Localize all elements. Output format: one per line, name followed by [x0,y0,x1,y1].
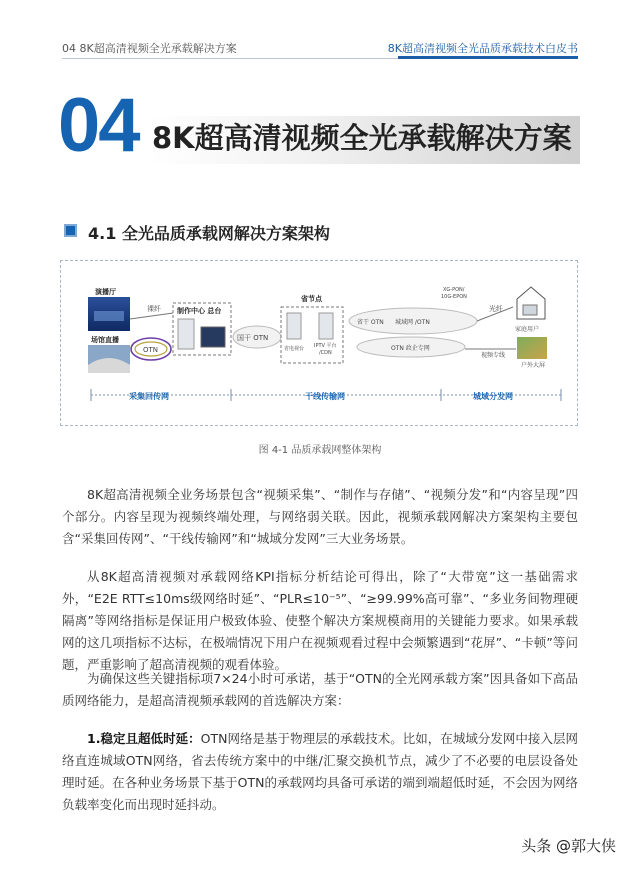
fiber-label: 光纤 [489,305,503,313]
segment-trunk-label: 干线传输网 [305,392,345,401]
section-title: 4.1 全光品质承载网解决方案架构 [88,224,330,243]
architecture-diagram [61,261,577,425]
segment-capture-label: 采集回传网 [129,392,169,401]
running-header-right: 8K超高清视频全光品质承载技术白皮书 [387,42,578,55]
iptv-label: IPTV 平台 [314,343,337,349]
paragraph-1: 8K超高清视频全业务场景包含“视频采集”、“制作与存储”、“视频分发”和“内容呈现”四个部分。内容呈现为视频终端处理，与网络弱关联。因此，视频承载网解决方案架构主要包含“采集回传网”、“干线传输网”和“城域分发网”三大业务场景。 [62,487,578,546]
province-station-label: 省电视台 [284,346,305,352]
bare-fiber-link [130,313,173,319]
pon-label-1: XG-PON/ [443,287,465,293]
running-header-left: 04 8K超高清视频全光承载解决方案 [62,42,237,55]
province-otn-label: 省干 OTN [357,319,384,326]
video-line-label: 视频专线 [481,352,506,359]
watermark: 头条 @郭大侠 [521,837,616,855]
metro-label: 城域网 /OTN [395,319,430,326]
province-node-label: 省节点 [301,295,322,303]
segment-metro-label: 城域分发网 [473,392,513,401]
point1-lead: 1.稳定且超低时延： [87,731,201,746]
outdoor-screen-image [517,337,547,359]
national-otn-label: 国干 OTN [237,334,269,342]
paragraph-3: 为确保这些关键指标项7×24小时可承诺，基于“OTN的全光网承载方案”因具备如下高品质网络能力，是超高清视频承载网的首选解决方案： [62,671,578,708]
bare-fiber-label: 裸纤 [147,305,161,313]
pon-label-2: 10G-EPON [441,294,467,300]
outdoor-label: 户外大屏 [521,362,546,369]
chapter-title: 8K超高清视频全光承载解决方案 [152,121,572,155]
point1-body: OTN网络是基于物理层的承载技术。比如，在城域分发网中接入层网络直连城域OTN网络，省去传统方案中的中继/汇聚交换机节点，减少了不必要的电层设备处理时延。在各种业务场景下基于OTN的承载网均具备可承诺的端到端超低时延，不会因为网络负载率变化而出现时延抖动。 [62,731,578,812]
venue-label: 场馆直播 [91,336,119,344]
section-bullet-icon [64,224,77,237]
figure-caption: 图 4-1 品质承载网整体架构 [258,445,382,456]
architecture-figure [60,260,578,426]
production-center-label: 制作中心 总台 [177,307,222,315]
header-rule-accent [398,56,578,59]
paragraph-2: 从8K超高清视频对承载网络KPI指标分析结论可得出，除了“大带宽”这一基础需求外，“E2E RTT≤10ms级网络时延”、“PLR≤10⁻⁵”、“≥99.99%高可靠”、“多业务间物理硬隔离”等网络指标是保证用户极致体验、使整个解决方案规模商用的关键能力要求。如果承载网的这几项指标不达标，在极端情况下用户在视频观看过程中会频繁遇到“花屏”、“卡顿”等问题，严重影响了超高清视频的观看体验。 [62,569,578,672]
otn-left-label: OTN [143,346,159,354]
home-user-label: 家庭用户 [515,326,540,333]
cdn-label: /CDN [319,350,332,356]
chapter-number: 04 [58,83,139,168]
studio-label: 演播厅 [95,288,116,296]
gov-otn-label: OTN 政企专网 [391,345,430,352]
paragraph-4 [62,728,578,816]
